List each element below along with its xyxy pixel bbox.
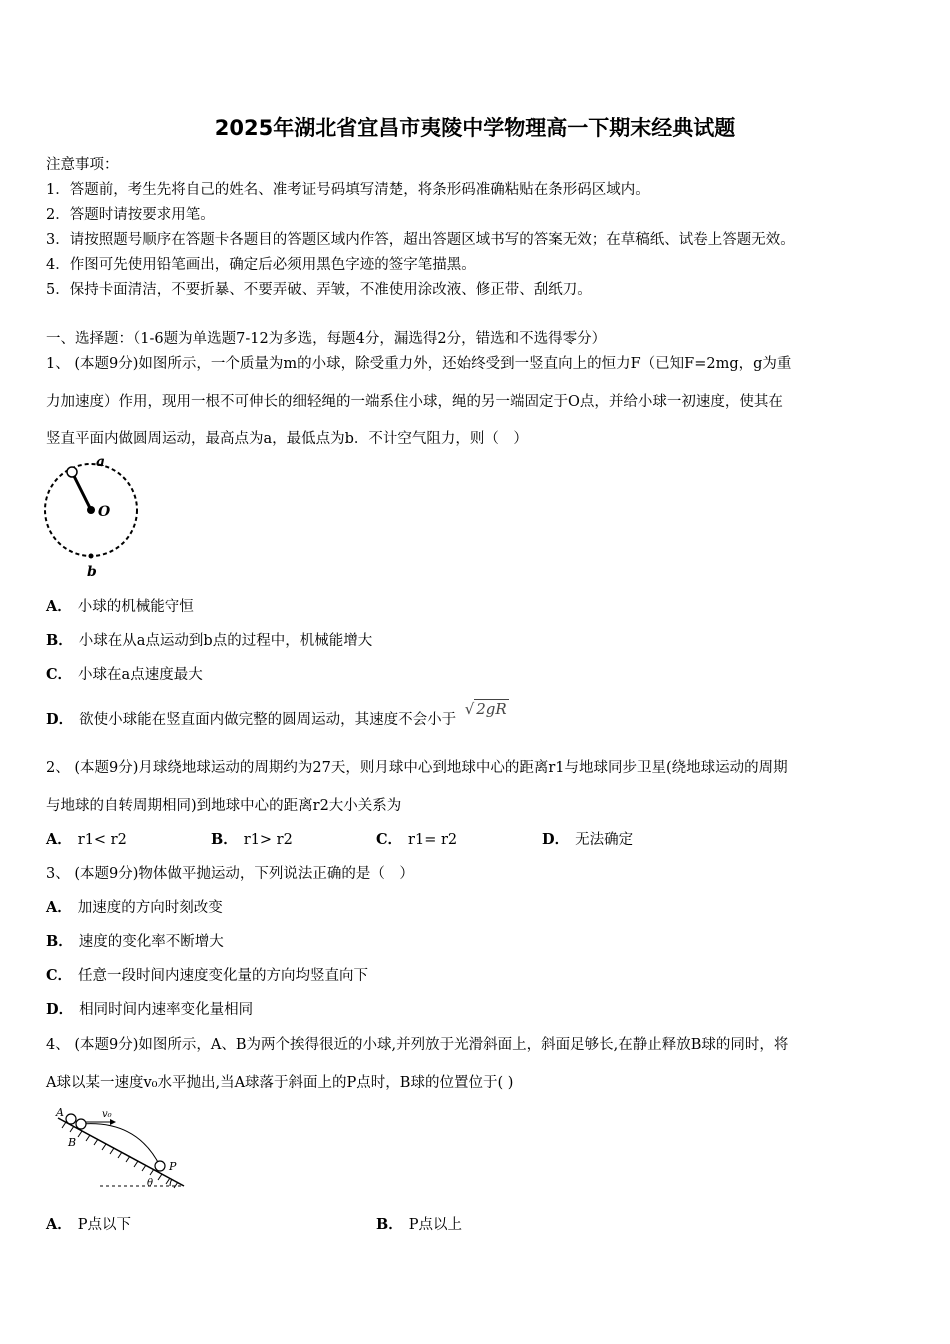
ball-p <box>155 1161 165 1171</box>
section-heading: 一、选择题：（1-6题为单选题7-12为多选，每题4分，漏选得2分，错选和不选得零分） <box>46 331 607 347</box>
notice-item: 5．保持卡面清洁，不要折暴、不要弄破、弄皱，不准使用涂改液、修正带、刮纸刀。 <box>46 282 592 298</box>
question-text: 3、 (本题9分)物体做平抛运动，下列说法正确的是（ ） <box>46 866 414 882</box>
notice-item: 3．请按照题号顺序在答题卡各题目的答题区域内作答，超出答题区域书写的答案无效；在草稿纸、试卷上答题无效。 <box>46 232 795 248</box>
option-label: A． <box>46 1216 72 1233</box>
option-label: B． <box>46 632 73 649</box>
option-text: 无法确定 <box>575 832 634 848</box>
label-b: B <box>68 1136 77 1149</box>
sqrt-radicand: 2gR <box>476 700 507 718</box>
trajectory-curve <box>82 1124 160 1166</box>
option-label: A． <box>46 899 72 916</box>
option-text: P点以上 <box>408 1217 463 1233</box>
option-label: A． <box>46 598 72 615</box>
ball-b <box>76 1119 86 1129</box>
label-p: P <box>169 1160 177 1173</box>
option-text: r1= r2 <box>408 832 458 848</box>
string-line <box>72 472 91 510</box>
question-text: 力加速度）作用，现用一根不可伸长的细轻绳的一端系住小球，绳的另一端固定于O点，并给小球一初速度，使其在 <box>46 394 783 410</box>
option-a[interactable] <box>46 896 223 917</box>
option-b[interactable] <box>211 828 293 849</box>
option-text: 加速度的方向时刻改变 <box>77 900 223 916</box>
option-text: r1< r2 <box>77 832 127 848</box>
option-d[interactable] <box>46 998 253 1019</box>
option-c[interactable] <box>46 964 368 985</box>
label-a: A <box>56 1106 64 1119</box>
ball-circle <box>67 467 77 477</box>
incline-hatching <box>62 1122 178 1188</box>
label-o: O <box>98 504 111 520</box>
label-theta: θ <box>147 1178 154 1189</box>
option-label: D． <box>542 831 570 848</box>
notice-item: 2．答题时请按要求用笔。 <box>46 207 215 223</box>
option-text: 任意一段时间内速度变化量的方向均竖直向下 <box>78 968 369 984</box>
question-text: 4、 (本题9分)如图所示，A、B为两个挨得很近的小球,并列放于光滑斜面上，斜面足够长,在静止释放B球的同时，将 <box>46 1037 789 1053</box>
ball-a <box>66 1114 76 1124</box>
option-a[interactable] <box>46 595 194 616</box>
angle-arc <box>170 1179 172 1186</box>
question-text: 竖直平面内做圆周运动，最高点为a，最低点为b．不计空气阻力，则（ ） <box>46 431 528 447</box>
question-text: 与地球的自转周期相同)到地球中心的距离r2大小关系为 <box>46 798 402 814</box>
option-text: P点以下 <box>77 1217 132 1233</box>
option-b[interactable] <box>46 930 224 951</box>
notice-item: 1．答题前，考生先将自己的姓名、准考证号码填写清楚，将条形码准确粘贴在条形码区域内。 <box>46 182 650 198</box>
pivot-point <box>87 506 95 514</box>
option-text: 速度的变化率不断增大 <box>78 934 224 950</box>
option-b[interactable] <box>376 1213 462 1234</box>
option-label: B． <box>376 1216 403 1233</box>
option-a[interactable] <box>46 828 127 849</box>
question-text: A球以某一速度v₀水平抛出,当A球落于斜面上的P点时，B球的位置位于( ) <box>46 1075 514 1091</box>
option-a[interactable] <box>46 1213 131 1234</box>
notice-item: 4．作图可先使用铅笔画出，确定后必须用黑色字迹的签字笔描黑。 <box>46 257 476 273</box>
sqrt-formula: √ 2gR <box>464 700 507 718</box>
option-label: C． <box>46 967 73 984</box>
label-v0: v₀ <box>102 1109 112 1120</box>
option-label: B． <box>211 831 238 848</box>
option-text: 小球在从a点运动到b点的过程中，机械能增大 <box>78 633 373 649</box>
incline-line <box>58 1118 184 1186</box>
notice-heading: 注意事项： <box>46 157 119 173</box>
option-d[interactable] <box>542 828 633 849</box>
option-label: D． <box>46 1001 74 1018</box>
option-c[interactable] <box>46 663 203 684</box>
option-text: 小球在a点速度最大 <box>78 667 203 683</box>
question-text: 2、 (本题9分)月球绕地球运动的周期约为27天，则月球中心到地球中心的距离r1与地球同步卫星(绕地球运动的周期 <box>46 760 788 776</box>
page-title: 2025年湖北省宜昌市夷陵中学物理高一下期末经典试题 <box>214 116 736 140</box>
option-label: C． <box>376 831 403 848</box>
bottom-point <box>89 554 94 559</box>
option-label: B． <box>46 933 73 950</box>
option-c[interactable] <box>376 828 457 849</box>
option-label: C． <box>46 666 73 683</box>
option-text: 小球的机械能守恒 <box>77 599 194 615</box>
option-d[interactable] <box>46 700 509 729</box>
q4-incline-figure <box>52 1104 192 1192</box>
option-label: D． <box>46 711 74 728</box>
option-text: 相同时间内速率变化量相同 <box>79 1002 254 1018</box>
option-label: A． <box>46 831 72 848</box>
label-b: b <box>87 564 97 580</box>
label-a: a <box>96 454 106 470</box>
option-b[interactable] <box>46 629 372 650</box>
question-text: 1、 (本题9分)如图所示，一个质量为m的小球，除受重力外，还始终受到一竖直向上的恒力F（已知F=2mg，g为重 <box>46 356 792 372</box>
option-text: 欲使小球能在竖直面内做完整的圆周运动，其速度不会小于 <box>79 712 457 728</box>
q1-circle-figure <box>38 452 148 582</box>
option-text: r1> r2 <box>243 832 293 848</box>
